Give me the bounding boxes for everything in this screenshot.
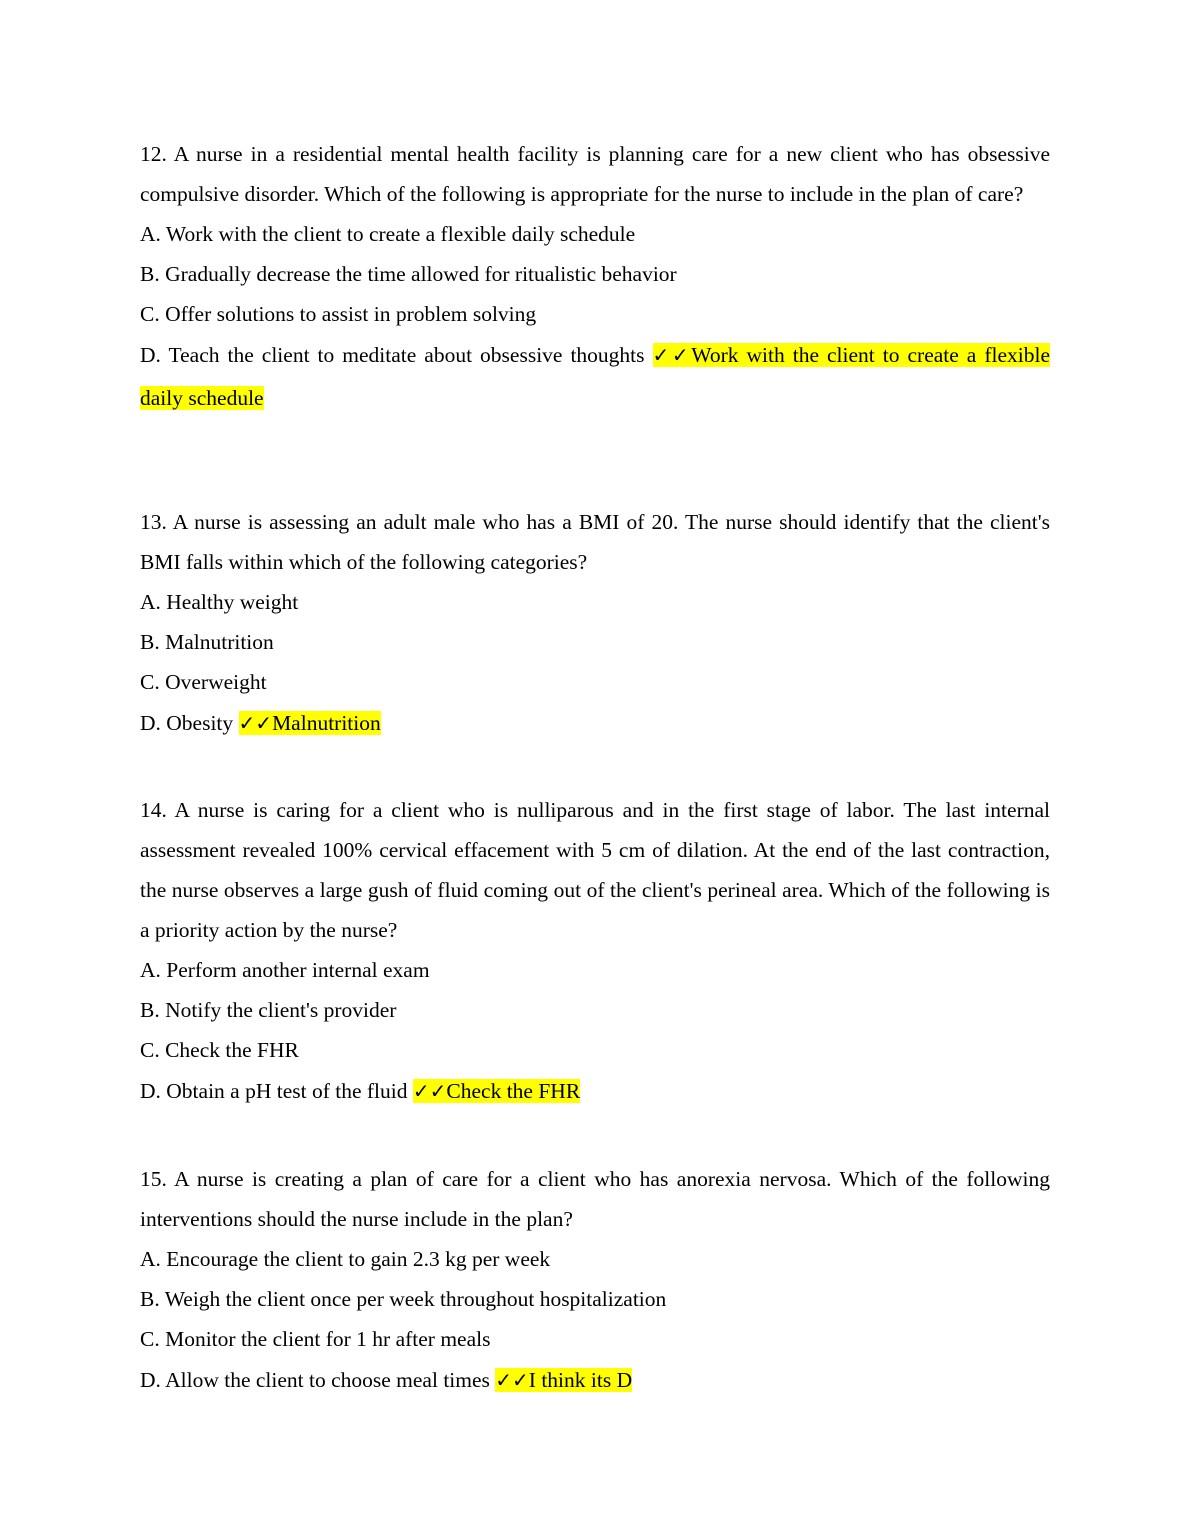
question-stem: 14. A nurse is caring for a client who is nulliparous and in the first stage of labor. The last internal assessment revealed 100% cervical effacement with 5 cm of dilation. At the end of the last contraction, the nurse observes a large gush of fluid coming out of the client's perineal area. Which of the following is a priority action by the nurse? xyxy=(140,798,1050,942)
option-b: B. Gradually decrease the time allowed for ritualistic behavior xyxy=(140,262,677,286)
option-d-with-answer xyxy=(140,1359,1050,1402)
double-check-icon: ✓✓ xyxy=(652,343,692,367)
question-15 xyxy=(140,1159,1050,1402)
option-a: A. Work with the client to create a flexible daily schedule xyxy=(140,222,636,246)
highlighted-answer xyxy=(239,711,381,735)
highlighted-answer xyxy=(495,1368,632,1392)
double-check-icon: ✓✓ xyxy=(412,1079,447,1103)
option-d-with-answer xyxy=(140,334,1050,420)
option-d: D. Obesity xyxy=(140,711,234,735)
highlighted-answer xyxy=(413,1079,580,1103)
option-a: A. Healthy weight xyxy=(140,590,299,614)
option-d: D. Obtain a pH test of the fluid xyxy=(140,1079,408,1103)
option-b: B. Weigh the client once per week throughout hospitalization xyxy=(140,1287,667,1311)
option-d-with-answer xyxy=(140,1070,1050,1113)
answer-text: I think its D xyxy=(528,1368,633,1392)
question-13 xyxy=(140,502,1050,745)
option-b: B. Notify the client's provider xyxy=(140,998,397,1022)
answer-text: Check the FHR xyxy=(446,1079,581,1103)
question-14 xyxy=(140,790,1050,1113)
option-c: C. Offer solutions to assist in problem solving xyxy=(140,302,537,326)
answer-text: Work with the client to create a flexible daily schedule xyxy=(140,343,1051,410)
option-a: A. Perform another internal exam xyxy=(140,958,430,982)
option-d-with-answer xyxy=(140,702,1050,745)
double-check-icon: ✓✓ xyxy=(238,711,273,735)
double-check-icon: ✓✓ xyxy=(495,1368,529,1392)
option-b: B. Malnutrition xyxy=(140,630,274,654)
question-stem: 12. A nurse in a residential mental health facility is planning care for a new client who has obsessive compulsive disorder. Which of the following is appropriate for the nurse to include in the plan of care? xyxy=(140,142,1050,206)
option-c: C. Check the FHR xyxy=(140,1038,299,1062)
question-stem: 15. A nurse is creating a plan of care for a client who has anorexia nervosa. Which of the following interventions should the nurse include in the plan? xyxy=(140,1167,1050,1231)
option-d: D. Allow the client to choose meal times xyxy=(140,1368,490,1392)
option-c: C. Overweight xyxy=(140,670,267,694)
question-12 xyxy=(140,134,1050,420)
option-a: A. Encourage the client to gain 2.3 kg per week xyxy=(140,1247,551,1271)
option-d: D. Teach the client to meditate about obsessive thoughts xyxy=(140,343,645,367)
answer-text: Malnutrition xyxy=(272,711,381,735)
question-stem: 13. A nurse is assessing an adult male who has a BMI of 20. The nurse should identify that the client's BMI falls within which of the following categories? xyxy=(140,510,1050,574)
option-c: C. Monitor the client for 1 hr after meals xyxy=(140,1327,491,1351)
